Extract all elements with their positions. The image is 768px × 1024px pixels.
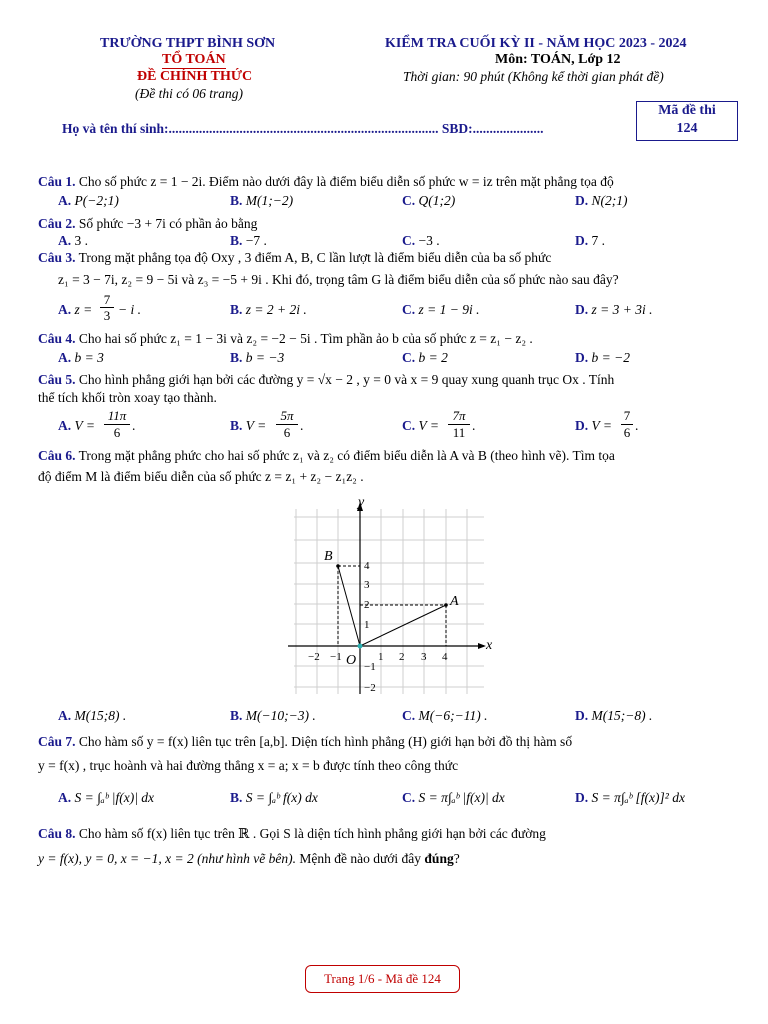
q4-label: Câu 4. (38, 331, 76, 346)
opt-d-label: D. (575, 233, 589, 248)
exam-time: Thời gian: 90 phút (Không kể thời gian phát đề) (403, 69, 664, 84)
q4-option-c[interactable]: b = 2 (418, 350, 448, 365)
question-5 (38, 372, 614, 388)
q5-a-veq: V = (74, 418, 95, 433)
origin-label: O (346, 653, 357, 668)
q4-option-b[interactable]: b = −3 (245, 350, 285, 365)
q5-a-dot: . (132, 418, 136, 433)
x-tick: 1 (378, 651, 384, 663)
opt-b-label: B. (230, 418, 243, 433)
q5-text: Cho hình phẳng giới hạn bởi các đường y = √x − 2 , y = 0 và x = 9 quay xung quanh trục Ox . Tính (78, 372, 615, 387)
q3-a-post: − i . (118, 302, 141, 317)
x-tick: 3 (421, 651, 427, 663)
q1-label: Câu 1. (38, 174, 76, 189)
q2-option-c[interactable]: −3 . (418, 233, 440, 248)
q5-b-num: 5π (276, 408, 298, 425)
q6-option-b[interactable]: M(−10;−3) . (245, 708, 316, 723)
q3-label: Câu 3. (38, 250, 76, 265)
x-axis-arrow (478, 643, 486, 649)
q5-label: Câu 5. (38, 372, 76, 387)
question-3 (38, 250, 551, 266)
q5-a-den: 6 (113, 425, 121, 440)
opt-b-label: B. (230, 708, 243, 723)
q8-prompt: Mệnh đề nào dưới đây (299, 851, 422, 866)
q3-a-num: 7 (100, 292, 114, 308)
q4-option-d[interactable]: b = −2 (591, 350, 630, 365)
question-1 (38, 174, 614, 190)
exam-code: 124 (676, 121, 698, 136)
q5-c-den: 11 (452, 425, 466, 440)
opt-d-label: D. (575, 708, 589, 723)
x-axis-label: x (486, 638, 493, 653)
point-a-label: A (450, 594, 459, 609)
question-2 (38, 216, 257, 232)
q2-option-d[interactable]: 7 . (591, 233, 605, 248)
q6-text-2: độ điểm M là điểm biểu diễn của số phức z = z₁ + z₂ − z₁z₂ . (38, 469, 364, 484)
q5-d-num: 7 (621, 408, 633, 425)
q6-text: Trong mặt phẳng phức cho hai số phức z₁ và z₂ có điểm biểu diễn là A và B (theo hình vẽ). Tìm tọa (78, 448, 615, 463)
q8-qmark: ? (453, 851, 460, 866)
q5-c-num: 7π (448, 408, 470, 425)
q2-label: Câu 2. (38, 216, 76, 231)
q3-text: Trong mặt phẳng tọa độ Oxy , 3 điểm A, B, C lần lượt là điểm biểu diễn của ba số phức (78, 250, 552, 265)
official-label: ĐỀ CHÍNH THỨC (137, 69, 253, 84)
x-tick: 4 (442, 651, 448, 663)
opt-a-label: A. (58, 193, 72, 208)
q8-label: Câu 8. (38, 826, 76, 841)
q5-option-c[interactable] (448, 408, 470, 441)
y-tick: 3 (364, 579, 370, 591)
x-tick: −2 (308, 651, 320, 663)
opt-a-label: A. (58, 350, 72, 365)
question-7 (38, 734, 572, 750)
opt-b-label: B. (230, 790, 243, 805)
point-b (336, 564, 340, 568)
opt-c-label: C. (402, 418, 416, 433)
q5-a-num: 11π (104, 408, 130, 425)
opt-c-label: C. (402, 193, 416, 208)
q5-option-b[interactable] (276, 408, 298, 441)
q4-text: Cho hai số phức z₁ = 1 − 3i và z₂ = −2 − 5i . Tìm phần ảo b của số phức z = z₁ − z₂ . (78, 331, 533, 346)
x-tick: 2 (399, 651, 405, 663)
q8-emphasis: đúng (424, 851, 454, 866)
opt-d-label: D. (575, 418, 589, 433)
point-b-label: B (324, 549, 333, 564)
q7-label: Câu 7. (38, 734, 76, 749)
opt-a-label: A. (58, 418, 72, 433)
q5-c-veq: V = (418, 418, 439, 433)
q3-text-2: z₁ = 3 − 7i, z₂ = 9 − 5i và z₃ = −5 + 9i . Khi đó, trọng tâm G là điểm biểu diễn của số phức nào sau đây? (58, 272, 619, 287)
opt-b-label: B. (230, 193, 243, 208)
question-8 (38, 826, 546, 842)
point-a (444, 603, 448, 607)
exam-code-box (636, 101, 738, 141)
q5-b-dot: . (300, 418, 304, 433)
school-name: TRƯỜNG THPT BÌNH SƠN (100, 36, 276, 51)
complex-plane-graph (286, 494, 504, 700)
segment-ob (338, 566, 360, 646)
q8-conditions: y = f(x), y = 0, x = −1, x = 2 (38, 851, 194, 866)
y-tick: −2 (364, 682, 376, 694)
q3-a-den: 3 (103, 308, 111, 323)
opt-d-label: D. (575, 350, 589, 365)
q7-option-a[interactable]: S = ∫ₐᵇ |f(x)| dx (74, 790, 155, 805)
q8-text-2 (38, 851, 460, 867)
q7-option-b[interactable]: S = ∫ₐᵇ f(x) dx (245, 790, 318, 805)
q1-option-a[interactable]: P(−2;1) (74, 193, 119, 208)
y-tick: −1 (364, 661, 376, 673)
q7-text: Cho hàm số y = f(x) liên tục trên [a,b]. Diện tích hình phẳng (H) giới hạn bởi đồ thị hàm số (78, 734, 573, 749)
q3-option-c[interactable]: z = 1 − 9i . (418, 302, 480, 317)
question-4 (38, 331, 533, 347)
q2-text: Số phức −3 + 7i có phần ảo bằng (78, 216, 258, 231)
q1-option-b[interactable]: M(1;−2) (245, 193, 294, 208)
opt-d-label: D. (575, 193, 589, 208)
q1-option-d[interactable]: N(2;1) (591, 193, 628, 208)
q5-text-2: thể tích khối tròn xoay tạo thành. (38, 390, 217, 405)
exam-code-label: Mã đề thi (658, 103, 716, 118)
department: TỔ TOÁN (162, 52, 226, 67)
y-tick: 4 (364, 560, 370, 572)
subject: Môn: TOÁN, Lớp 12 (495, 52, 621, 67)
q6-option-d[interactable]: M(15;−8) . (591, 708, 653, 723)
q3-a-pre: z = (74, 302, 93, 317)
q3-option-d[interactable]: z = 3 + 3i . (591, 302, 653, 317)
q3-option-b[interactable]: z = 2 + 2i . (245, 302, 307, 317)
y-tick: 1 (364, 619, 370, 631)
q7-option-c[interactable]: S = π∫ₐᵇ |f(x)| dx (418, 790, 505, 805)
question-6 (38, 448, 615, 464)
opt-c-label: C. (402, 708, 416, 723)
opt-b-label: B. (230, 350, 243, 365)
x-tick: −1 (330, 651, 342, 663)
q5-d-dot: . (635, 418, 639, 433)
q1-option-c[interactable]: Q(1;2) (418, 193, 456, 208)
q5-b-den: 6 (283, 425, 291, 440)
q7-text-2: y = f(x) , trục hoành và hai đường thẳng x = a; x = b được tính theo công thức (38, 758, 459, 773)
q6-label: Câu 6. (38, 448, 76, 463)
pages-note: (Đề thi có 06 trang) (135, 86, 243, 101)
q3-option-a-frac[interactable] (100, 292, 114, 323)
q8-text: Cho hàm số f(x) liên tục trên ℝ . Gọi S là diện tích hình phẳng giới hạn bởi các đường (78, 826, 546, 841)
q8-figure-note: (như hình vẽ bên). (197, 851, 296, 866)
q1-text: Cho số phức z = 1 − 2i. Điểm nào dưới đây là điểm biểu diễn số phức w = iz trên mặt phẳng tọa độ (78, 174, 614, 189)
q4-option-a[interactable]: b = 3 (74, 350, 104, 365)
q5-c-dot: . (472, 418, 476, 433)
opt-a-label: A. (58, 302, 72, 317)
opt-b-label: B. (230, 302, 243, 317)
q5-option-d[interactable] (621, 408, 633, 441)
q6-option-a[interactable]: M(15;8) . (74, 708, 127, 723)
opt-c-label: C. (402, 233, 416, 248)
opt-a-label: A. (58, 790, 72, 805)
student-info-line: Họ và tên thí sinh:................................................................................ SBD:..................... (62, 121, 544, 136)
origin-point (358, 644, 363, 649)
y-tick: 2 (364, 599, 370, 611)
opt-d-label: D. (575, 790, 589, 805)
opt-a-label: A. (58, 708, 72, 723)
q2-option-a[interactable]: 3 . (74, 233, 88, 248)
q7-option-d[interactable]: S = π∫ₐᵇ [f(x)]² dx (591, 790, 685, 805)
opt-d-label: D. (575, 302, 589, 317)
q6-option-c[interactable]: M(−6;−11) . (418, 708, 488, 723)
opt-a-label: A. (58, 233, 72, 248)
q5-b-veq: V = (245, 418, 267, 433)
opt-c-label: C. (402, 350, 416, 365)
q5-option-a[interactable] (104, 408, 130, 441)
opt-c-label: C. (402, 302, 416, 317)
y-axis-label: y (358, 495, 365, 510)
page-footer: Trang 1/6 - Mã đề 124 (305, 965, 460, 993)
exam-title: KIỂM TRA CUỐI KỲ II - NĂM HỌC 2023 - 2024 (385, 36, 687, 51)
q5-d-veq: V = (591, 418, 612, 433)
opt-c-label: C. (402, 790, 416, 805)
q5-d-den: 6 (623, 425, 631, 440)
q2-option-b[interactable]: −7 . (245, 233, 267, 248)
opt-b-label: B. (230, 233, 243, 248)
